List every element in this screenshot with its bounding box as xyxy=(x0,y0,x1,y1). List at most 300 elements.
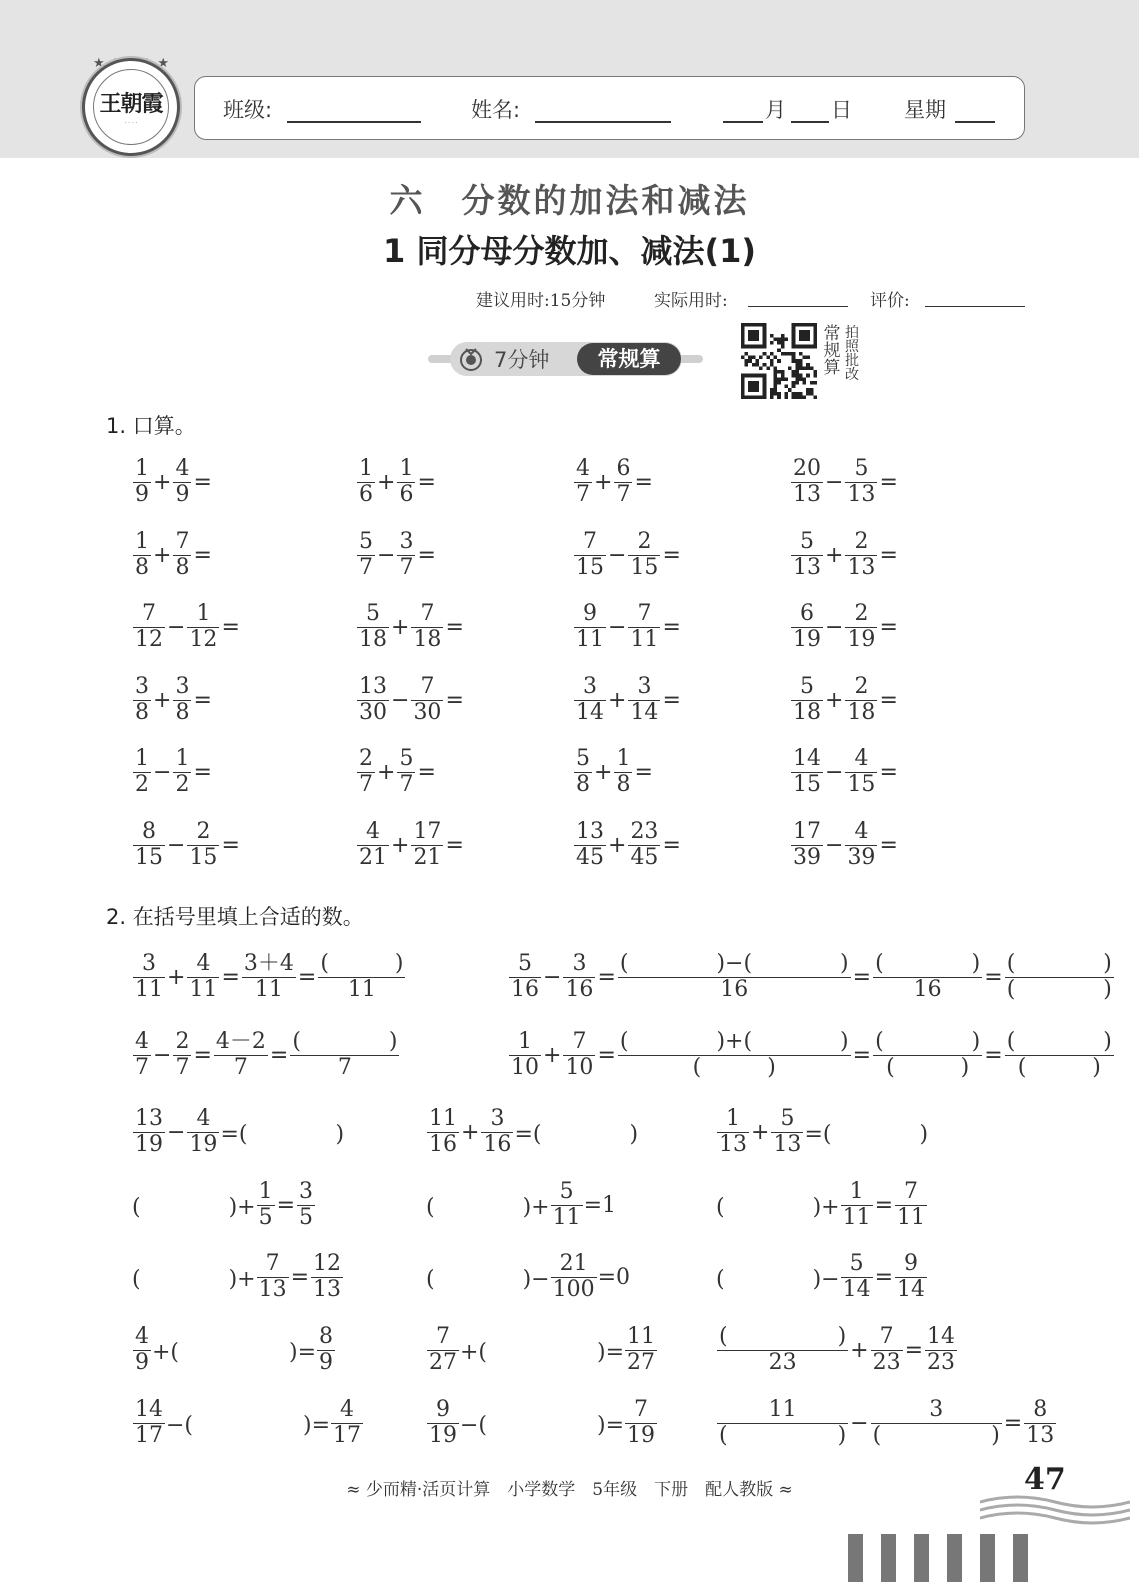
numerator[interactable]: ( ) xyxy=(875,1028,981,1054)
denominator: 21 xyxy=(359,844,387,870)
operator: = xyxy=(221,832,240,858)
fraction xyxy=(845,820,877,870)
fraction xyxy=(133,1030,151,1080)
fraction xyxy=(574,530,606,580)
fraction xyxy=(563,952,595,1002)
operator: − xyxy=(377,542,396,568)
fraction xyxy=(173,530,191,580)
operator: = xyxy=(879,614,898,640)
expression-text[interactable]: =( ) xyxy=(514,1121,639,1147)
edge-bar xyxy=(947,1534,962,1582)
numerator: 20 xyxy=(793,455,821,481)
denominator: 7 xyxy=(175,1054,190,1080)
fraction xyxy=(173,1030,191,1080)
numerator: 4 xyxy=(366,818,380,844)
oral-calc-problem xyxy=(790,452,899,512)
logo xyxy=(82,58,180,156)
denominator: 11 xyxy=(318,977,405,1003)
actual-time-field[interactable] xyxy=(748,306,848,307)
denominator: 16 xyxy=(483,1131,512,1157)
expression-text[interactable]: ( )− xyxy=(716,1266,840,1292)
numerator: 4－2 xyxy=(215,1028,266,1054)
oral-calc-problem xyxy=(573,525,682,585)
numerator: 1 xyxy=(258,1178,273,1204)
fill-blank-problem xyxy=(132,1247,344,1307)
denominator: 39 xyxy=(847,844,876,870)
numerator: 5 xyxy=(854,455,869,481)
denominator: 6 xyxy=(359,481,373,507)
expression-text[interactable]: −( )= xyxy=(460,1412,625,1438)
fraction xyxy=(574,747,592,797)
fraction xyxy=(397,530,415,580)
operator: + xyxy=(391,614,410,640)
numerator: 3 xyxy=(135,673,149,699)
oral-calc-problem xyxy=(356,597,465,657)
operator: = xyxy=(193,759,212,785)
fraction xyxy=(427,1325,459,1375)
numerator: 3＋4 xyxy=(243,950,294,976)
denominator: 18 xyxy=(793,699,821,725)
denominator: 12 xyxy=(135,626,163,652)
fraction xyxy=(895,1252,927,1302)
qr-code-icon[interactable] xyxy=(741,323,817,399)
denominator: 45 xyxy=(630,844,659,870)
fraction xyxy=(628,820,660,870)
numerator: 4 xyxy=(175,455,190,481)
fill-blank-problem xyxy=(716,1320,958,1380)
denominator: 9 xyxy=(175,481,190,507)
numerator: 1 xyxy=(135,528,149,554)
operator: = xyxy=(634,759,653,785)
numerator: 14 xyxy=(793,745,821,771)
numerator[interactable]: ( )+( ) xyxy=(619,1028,849,1054)
actual-time-label: 实际用时: xyxy=(654,291,728,311)
numerator: 5 xyxy=(800,673,814,699)
fraction xyxy=(873,1030,982,1080)
denominator: 13 xyxy=(258,1276,287,1302)
operator: − xyxy=(825,832,844,858)
fraction xyxy=(357,747,375,797)
edge-bar xyxy=(881,1534,896,1582)
operator: − xyxy=(167,832,186,858)
fraction xyxy=(791,820,823,870)
numerator: 11 xyxy=(429,1105,457,1131)
denominator[interactable]: ( ) xyxy=(1006,976,1112,1002)
fraction xyxy=(563,1030,595,1080)
fill-blank-problem xyxy=(508,947,1115,1007)
numerator: 4 xyxy=(854,818,869,844)
fraction xyxy=(427,1107,459,1157)
operator: + xyxy=(751,1119,770,1145)
fraction xyxy=(628,530,660,580)
numerator: 2 xyxy=(359,745,373,771)
denominator: 7 xyxy=(399,554,414,580)
operator: + xyxy=(377,469,396,495)
denominator: 15 xyxy=(630,554,659,580)
expression-text[interactable]: ( )+ xyxy=(132,1266,256,1292)
denominator: 7 xyxy=(616,481,631,507)
denominator[interactable]: ( ) xyxy=(618,1055,851,1081)
denominator: 10 xyxy=(511,1054,539,1080)
denominator: 7 xyxy=(290,1055,399,1081)
fraction xyxy=(574,602,606,652)
denominator: 19 xyxy=(135,1131,163,1157)
fraction xyxy=(317,1325,335,1375)
operator: = xyxy=(445,687,464,713)
denominator: 13 xyxy=(793,554,821,580)
fill-blank-problem xyxy=(508,1025,1115,1085)
denominator: 8 xyxy=(135,699,149,725)
operator: + xyxy=(825,542,844,568)
operator: = xyxy=(221,964,240,990)
chapter-title: 六 分数的加法和减法 xyxy=(389,181,750,220)
numerator: 5 xyxy=(518,950,532,976)
student-info-box xyxy=(194,76,1025,140)
numerator: 21 xyxy=(559,1250,588,1276)
fraction xyxy=(791,675,823,725)
denominator: 19 xyxy=(429,1422,457,1448)
denominator: 7 xyxy=(399,771,414,797)
operator: = xyxy=(597,1042,616,1068)
numerator: 8 xyxy=(1033,1396,1048,1422)
operator: = xyxy=(879,469,898,495)
numerator: 4 xyxy=(576,455,590,481)
denominator: 7 xyxy=(359,554,373,580)
fraction xyxy=(173,457,191,507)
operator: = xyxy=(297,964,317,990)
denominator: 14 xyxy=(842,1276,871,1302)
expression-text[interactable]: ( )+ xyxy=(716,1194,840,1220)
fraction xyxy=(214,1030,268,1080)
name-label: 姓名: xyxy=(471,98,521,122)
fraction xyxy=(173,675,191,725)
fraction xyxy=(614,457,632,507)
denominator: 19 xyxy=(847,626,876,652)
numerator: 5 xyxy=(780,1105,795,1131)
numerator: 3 xyxy=(583,673,597,699)
denominator: 15 xyxy=(576,554,604,580)
denominator: 13 xyxy=(793,481,821,507)
suggested-time: 建议用时:15分钟 xyxy=(476,291,606,311)
expression-text[interactable]: ( )− xyxy=(426,1266,550,1292)
expression-text[interactable]: −( )= xyxy=(166,1412,331,1438)
oral-calc-problem xyxy=(132,742,213,802)
denominator: 19 xyxy=(189,1131,218,1157)
month-field[interactable] xyxy=(723,121,763,123)
operator: = xyxy=(984,964,1003,990)
fill-blank-problem xyxy=(426,1320,658,1380)
denominator: 13 xyxy=(847,554,876,580)
numerator: 7 xyxy=(879,1323,894,1349)
day-field[interactable] xyxy=(791,121,829,123)
numerator[interactable]: ( ) xyxy=(292,1028,398,1054)
operator: = xyxy=(1003,1410,1023,1436)
fraction xyxy=(357,602,389,652)
denominator: 45 xyxy=(576,844,604,870)
denominator: 21 xyxy=(413,844,442,870)
fraction xyxy=(133,820,165,870)
denominator: 14 xyxy=(630,699,659,725)
operator: + xyxy=(850,1337,869,1363)
week-field[interactable] xyxy=(955,121,995,123)
fraction xyxy=(791,457,823,507)
fraction xyxy=(618,952,851,1002)
denominator: 5 xyxy=(258,1204,273,1230)
denominator: 11 xyxy=(576,626,604,652)
denominator: 23 xyxy=(717,1350,848,1376)
expression-text: =1 xyxy=(583,1192,617,1218)
page-number: 47 xyxy=(1024,1462,1066,1497)
fill-blank-problem xyxy=(132,947,406,1007)
oral-calc-problem xyxy=(132,597,241,657)
denominator[interactable]: ( ) xyxy=(1005,1055,1114,1081)
expression-text[interactable]: +( )= xyxy=(152,1339,317,1365)
numerator: 1 xyxy=(175,745,190,771)
oral-calc-problem xyxy=(132,525,213,585)
denominator[interactable]: ( ) xyxy=(872,1422,1000,1448)
fill-blank-problem xyxy=(132,1393,364,1453)
oral-calc-problem xyxy=(790,670,899,730)
operator: = xyxy=(597,964,616,990)
fill-blank-problem xyxy=(132,1102,344,1162)
fraction xyxy=(551,1252,597,1302)
denominator: 15 xyxy=(135,844,163,870)
fraction xyxy=(397,747,415,797)
denominator: 13 xyxy=(1026,1422,1055,1448)
numerator[interactable]: ( ) xyxy=(875,950,981,976)
fraction xyxy=(717,1398,848,1448)
numerator: 8 xyxy=(319,1323,334,1349)
denominator: 8 xyxy=(175,699,190,725)
numerator: 5 xyxy=(359,528,373,554)
numerator: 4 xyxy=(854,745,869,771)
fraction xyxy=(257,1252,289,1302)
expression-text[interactable]: =( ) xyxy=(804,1121,929,1147)
operator: − xyxy=(167,1119,186,1145)
name-field[interactable] xyxy=(535,121,671,123)
edge-bar xyxy=(848,1534,863,1582)
operator: + xyxy=(543,1042,562,1068)
denominator[interactable]: ( ) xyxy=(719,1422,847,1448)
numerator: 13 xyxy=(576,818,604,844)
fraction xyxy=(618,1030,851,1080)
numerator: 7 xyxy=(420,673,435,699)
oral-calc-problem xyxy=(790,815,899,875)
fraction xyxy=(845,602,877,652)
fraction xyxy=(357,675,389,725)
denominator[interactable]: ( ) xyxy=(873,1055,982,1081)
fraction xyxy=(427,1398,459,1448)
operator: = xyxy=(662,832,681,858)
week-label: 星期 xyxy=(904,98,946,122)
numerator: 2 xyxy=(854,600,869,626)
operator: − xyxy=(153,759,172,785)
operator: = xyxy=(193,1042,212,1068)
numerator: 7 xyxy=(583,528,597,554)
fill-blank-problem xyxy=(132,1320,336,1380)
numerator[interactable]: ( )−( ) xyxy=(619,950,849,976)
numerator: 7 xyxy=(637,600,652,626)
denominator: 6 xyxy=(399,481,414,507)
numerator: 7 xyxy=(572,1028,587,1054)
numerator: 3 xyxy=(142,950,156,976)
denominator: 13 xyxy=(313,1276,342,1302)
fraction xyxy=(173,747,191,797)
denominator: 7 xyxy=(576,481,590,507)
operator: = xyxy=(879,832,898,858)
numerator: 7 xyxy=(142,600,156,626)
fill-blank-problem xyxy=(426,1247,630,1307)
denominator: 11 xyxy=(135,976,163,1002)
denominator: 10 xyxy=(565,1054,594,1080)
fraction xyxy=(187,1107,219,1157)
operator: + xyxy=(825,687,844,713)
month-label: 月 xyxy=(765,98,786,122)
operator: − xyxy=(167,614,186,640)
numerator: 2 xyxy=(637,528,652,554)
fraction xyxy=(771,1107,803,1157)
fraction xyxy=(133,1398,165,1448)
denominator: 11 xyxy=(897,1204,926,1230)
fraction xyxy=(133,952,165,1002)
fraction xyxy=(411,602,443,652)
denominator: 2 xyxy=(135,771,149,797)
oral-calc-problem xyxy=(132,670,213,730)
fraction xyxy=(873,952,982,1002)
numerator: 3 xyxy=(490,1105,505,1131)
fraction xyxy=(242,952,296,1002)
oral-calc-problem xyxy=(356,670,465,730)
denominator: 16 xyxy=(565,976,594,1002)
fraction xyxy=(628,602,660,652)
eval-label: 评价: xyxy=(870,291,910,311)
numerator: 3 xyxy=(572,950,587,976)
oral-calc-problem xyxy=(132,452,213,512)
denominator: 100 xyxy=(552,1276,595,1302)
oral-calc-problem xyxy=(790,742,899,802)
denominator: 30 xyxy=(359,699,387,725)
numerator: 4 xyxy=(196,1105,211,1131)
numerator: 13 xyxy=(359,673,387,699)
denominator: 12 xyxy=(189,626,218,652)
numerator: 5 xyxy=(399,745,414,771)
fraction xyxy=(318,952,405,1002)
fraction xyxy=(133,457,151,507)
class-field[interactable] xyxy=(287,121,421,123)
oral-calc-problem xyxy=(356,742,437,802)
denominator: 16 xyxy=(429,1131,457,1157)
denominator: 8 xyxy=(576,771,590,797)
oral-calc-problem xyxy=(573,452,654,512)
numerator: 2 xyxy=(196,818,211,844)
expression-text[interactable]: +( )= xyxy=(460,1339,625,1365)
operator: − xyxy=(608,542,627,568)
numerator[interactable]: ( ) xyxy=(1006,1028,1112,1054)
numerator: 13 xyxy=(135,1105,163,1131)
edge-bar xyxy=(1013,1534,1028,1582)
fraction xyxy=(841,1252,873,1302)
numerator: 1 xyxy=(359,455,373,481)
operator: = xyxy=(874,1264,894,1290)
denominator: 27 xyxy=(627,1349,656,1375)
fraction xyxy=(187,602,219,652)
denominator: 8 xyxy=(135,554,149,580)
oral-calc-problem xyxy=(356,452,437,512)
operator: = xyxy=(662,687,681,713)
expression-text[interactable]: ( )+ xyxy=(426,1194,550,1220)
fraction xyxy=(133,747,151,797)
fill-blank-problem xyxy=(426,1102,638,1162)
numerator: 5 xyxy=(849,1250,864,1276)
numerator: 5 xyxy=(366,600,380,626)
operator: + xyxy=(594,759,613,785)
expression-text: =0 xyxy=(597,1264,631,1290)
expression-text[interactable]: =( ) xyxy=(220,1121,345,1147)
fraction xyxy=(290,1030,399,1080)
numerator: 1 xyxy=(726,1105,740,1131)
denominator: 19 xyxy=(627,1422,656,1448)
denominator: 18 xyxy=(359,626,387,652)
operator: = xyxy=(290,1264,310,1290)
denominator: 15 xyxy=(847,771,876,797)
expression-text[interactable]: ( )+ xyxy=(132,1194,256,1220)
denominator: 9 xyxy=(135,1349,149,1375)
numerator[interactable]: ( ) xyxy=(1006,950,1112,976)
fraction xyxy=(628,675,660,725)
denominator: 7 xyxy=(359,771,373,797)
fraction xyxy=(717,1325,848,1375)
oral-calc-problem xyxy=(573,597,682,657)
fraction xyxy=(187,952,219,1002)
operator: − xyxy=(825,469,844,495)
operator: = xyxy=(221,614,240,640)
medal-icon xyxy=(458,346,484,372)
denominator: 17 xyxy=(135,1422,163,1448)
numerator: 12 xyxy=(313,1250,342,1276)
fraction xyxy=(614,747,632,797)
operator: = xyxy=(662,614,681,640)
operator: + xyxy=(391,832,410,858)
fraction xyxy=(133,1107,165,1157)
operator: + xyxy=(377,759,396,785)
operator: = xyxy=(193,469,212,495)
operator: − xyxy=(825,759,844,785)
operator: − xyxy=(825,614,844,640)
fraction xyxy=(411,820,443,870)
fraction xyxy=(1005,1030,1114,1080)
fill-blank-problem xyxy=(426,1175,616,1235)
numerator[interactable]: ( ) xyxy=(719,1323,847,1349)
denominator: 7 xyxy=(214,1055,268,1081)
eval-field[interactable] xyxy=(925,306,1025,307)
oral-calc-problem xyxy=(573,742,654,802)
numerator: 1 xyxy=(135,745,149,771)
denominator: 30 xyxy=(413,699,442,725)
numerator: 5 xyxy=(800,528,814,554)
fraction xyxy=(841,1180,873,1230)
denominator: 9 xyxy=(319,1349,334,1375)
operator: = xyxy=(269,1042,289,1068)
operator: = xyxy=(879,687,898,713)
operator: = xyxy=(445,832,464,858)
fraction xyxy=(871,1325,903,1375)
operator: − xyxy=(608,614,627,640)
fraction xyxy=(133,675,151,725)
numerator[interactable]: ( ) xyxy=(320,950,404,976)
denominator: 13 xyxy=(719,1131,747,1157)
day-label: 日 xyxy=(831,98,852,122)
fraction xyxy=(871,1398,1002,1448)
